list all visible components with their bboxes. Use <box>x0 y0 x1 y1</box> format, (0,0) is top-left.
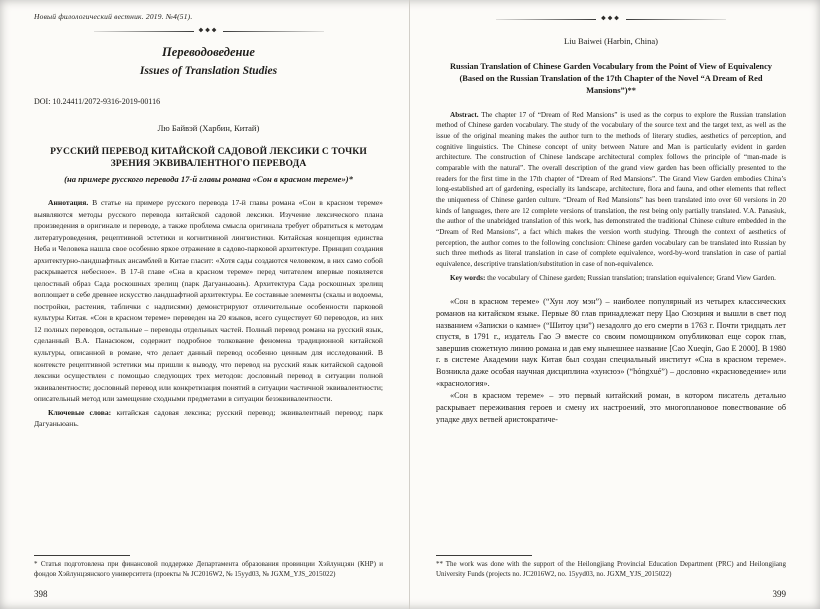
body-paragraph-2: «Сон в красном тереме» – это первый китайский роман, в котором писатель детально раскрывает переживания героев и смену их настроений, это многоплановое повествование об упадке двух ветвей аристократиче- <box>436 391 786 424</box>
keywords-ru <box>34 407 383 430</box>
section-title-en: Issues of Translation Studies <box>139 65 278 77</box>
ornament-line <box>223 31 323 32</box>
page-number-left: 398 <box>34 589 48 599</box>
ornament-line <box>94 31 194 32</box>
keywords-en <box>436 273 786 284</box>
abstract-label-en: Abstract. <box>450 110 479 119</box>
article-title-en: Russian Translation of Chinese Garden Vocabulary from the Point of View of Equivalency (Based on the Russian Translation of the 17th Chapter of the Novel “A Dream of Red Mansions”)** <box>450 62 772 95</box>
keywords-label-ru: Ключевые слова: <box>48 407 112 417</box>
body-paragraph-1: «Сон в красном тереме» (“Хун лоу мэн”) – наиболее популярный из четырех классических романов на китайском языке. Первые 80 глав принадлежат перу Цао Сюэциня и вышли в свет под названием «Записки о камне» (“Шитоу цзи”) незадолго до его смерти в 1763 г. Почти тридцать лет спустя, в 1791 г., издатель Гао Э вместе со своим помощником опубликовал еще сорок глав, завершив сюжетную линию романа и дав ему нынешнее название [Cao Xueqin, Gao E 2000]. В 1980 г. в системе Академии наук Китая был создан специальный институт «Сна в красном тереме». Возникла даже особая научная дисциплина «хунсюэ» (“hóngxué”) – дословно «красноведение» или «краснология». <box>436 297 786 388</box>
footnote-en: ** The work was done with the support of the Heilongjiang Provincial Education Department (PRC) and Heilongjiang University Funds (projects no. JC2016W2, no. 15yyd03, no. JGXM_YJS_2015022) <box>436 560 786 579</box>
ornament-divider <box>94 28 324 34</box>
footer-left <box>34 549 383 599</box>
abstract-en <box>436 110 786 270</box>
abstract-text-en: The chapter 17 of “Dream of Red Mansions” is used as the corpus to explore the Russian translation method of Chinese garden vocabulary. The study of the vocabulary of the source text and the target text, as well as the issue of the original meaning makes the author turn to the methods of literary studies, aesthetics of perception, and cognitive linguistics. The Chinese concept of unity between Nature and Man is particularly evident in garden architecture. The construction of Chinese landscape architectural complex follows the principle of “man-made is comparable with the natural”. The overall description of the grand view garden has been officially presented to the readers for the first time in the 17th chapter of “Dream of Red Mansions”. The Grand View Garden embodies China’s long-established art of gardening, especially its landscape, architecture, flora and fauna, and other elements that reflect the uniqueness of Chinese garden culture. “Dream of Red Mansions” has been translated into over 60 versions in 20 kinds of languages, there are 12 complete versions of translation, the rest being only partially translated. V.A. Panasiuk, the author of the unabridged translation of this work, has demonstrated the traditional Chinese culture embedded in the “Dream of Red Mansions”, a fact which makes the version worth studying. Through the context of aesthetics of perception, the author comes to the following conclusion: Chinese garden vocabulary can be translated into Russian by such three methods as literal translation in case of complete equivalence, word-by-word translation in case of partial equivalence, descriptive translation/substitution in case of non-equivalence. <box>436 110 786 268</box>
abstract-ru <box>34 197 383 405</box>
page-right <box>410 0 820 609</box>
article-subtitle-ru: (на примере русского перевода 17-й главы романа «Сон в красном тереме»)* <box>64 173 353 184</box>
footnote-ru: * Статья подготовлена при финансовой поддержке Департамента образования провинции Хэйлунцзян (КНР) и фондов Хэйлунцзянского университета (проекты № JC2016W2, № 15yyd03, № JGXM_YJS_2015022) <box>34 560 383 579</box>
diamond-ornament-icon: ◆◆◆ <box>601 15 621 22</box>
author-ru: Лю Байвэй (Харбин, Китай) <box>157 123 260 133</box>
ornament-divider <box>496 16 726 22</box>
article-title-ru: РУССКИЙ ПЕРЕВОД КИТАЙСКОЙ САДОВОЙ ЛЕКСИКИ С ТОЧКИ ЗРЕНИЯ ЭКВИВАЛЕНТНОГО ПЕРЕВОДА <box>50 146 367 170</box>
keywords-label-en: Key words: <box>450 273 486 282</box>
ornament-line <box>496 19 596 20</box>
diamond-ornament-icon: ◆◆◆ <box>198 27 219 34</box>
abstract-label-ru: Аннотация. <box>48 198 89 208</box>
keywords-text-en: the vocabulary of Chinese garden; Russian translation; translation equivalence; Grand View Garden. <box>487 273 776 282</box>
ornament-line <box>626 19 726 20</box>
journal-header: Новый филологический вестник. 2019. №4(51). <box>34 12 193 21</box>
footnote-rule <box>34 555 130 556</box>
doi: DOI: 10.24411/2072-9316-2019-00116 <box>34 97 161 106</box>
page-number-right: 399 <box>772 589 786 599</box>
section-title-ru: Переводоведение <box>162 45 255 59</box>
keywords-text-ru: китайская садовая лексика; русский перевод; эквивалентный перевод; парк Дагуаньюань. <box>34 407 383 429</box>
footnote-rule <box>436 555 532 556</box>
footer-right <box>436 549 786 599</box>
author-en: Liu Baiwei (Harbin, China) <box>564 36 658 46</box>
abstract-text-ru: В статье на примере русского перевода 17-й главы романа «Сон в красном тереме» выявляются методы русского перевода китайской садовой лексики. Изучение лексического плана произведения в оригинале и переводе, а также проблема смысла оригинала требует обратиться к методам литературоведения, рецептивной эстетики и когнитивной лингвистики. Китайская концепция единства Неба и Человека нашла свое особенно яркое отражение в садово-парковой архитектуре. Принцип создания архитектурно-ландшафтных ансамблей в Китае гласит: «Хотя сады создаются человеком, в них само собой раскрывается небесное». В 17-й главе «Сна в красном тереме» перед читателем впервые появляется целостный образ Сада роскошных зрелищ (парк Дагуаньюань). Архитектура Сада роскошных зрелищ воплощает в себе древнее искусство ландшафтной архитектуры. Ее составные элементы (скалы и водоемы, постройки, растения, таблички с надписями) демонстрируют отличительные особенности парковой культуры Китая. «Сон в красном тереме» переведен на 20 языков, всего существует 60 переводов, из них 12 полных переводов, остальные – переводы отдельных частей. Полный перевод романа на русский язык, сделанный В.А. Панасюком, содержит подробное толкование феномена традиционной китайской культуры, описанной в романе, что делает данный перевод особенно ценным для исследований. В контексте рецептивной эстетики мы пришли к выводу, что перевод на русский язык китайской садовой лексики осуществлен с помощью следующих трех методов: дословный перевод в ситуации полной эквивалентности; дословный перевод или конкретизация понятий в ситуации частичной эквивалентности; описательный метод или замещение сходными предметами в ситуации безэквивалентности. <box>34 198 383 404</box>
